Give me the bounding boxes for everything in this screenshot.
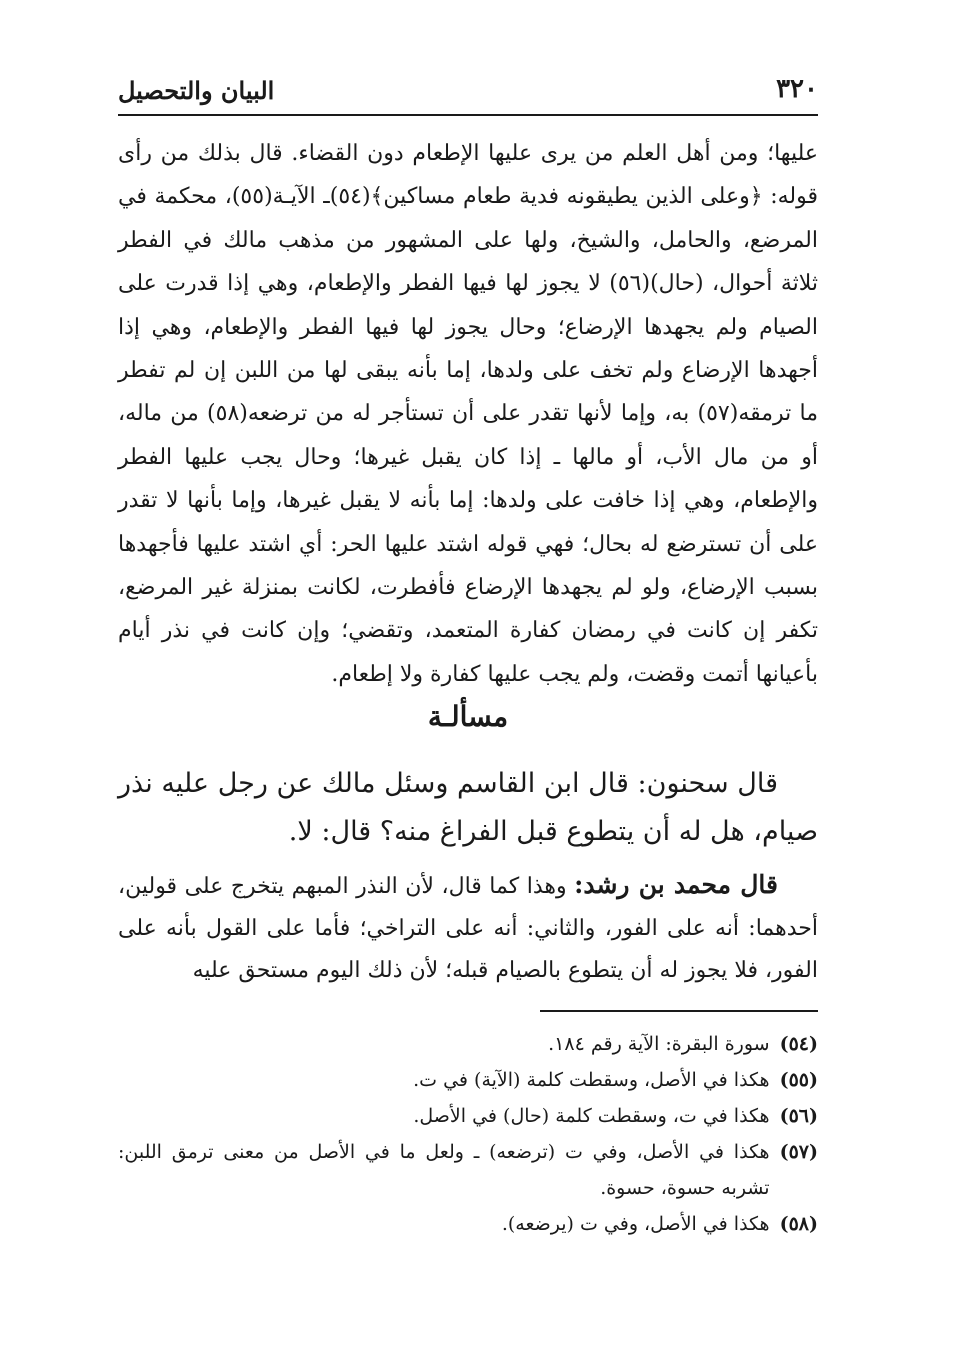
page-number: ٣٢٠ (776, 74, 818, 104)
footnote-number: (٥٨) (779, 1213, 818, 1235)
footnote (118, 1062, 818, 1098)
answer-text: وهذا كما قال، لأن النذر المبهم يتخرج على قولين، أحدهما: أنه على الفور، والثاني: أنه على التراخي؛ فأما على القول بأنه على الفور، فلا يجوز له أن يتطوع بالصيام قبله؛ لأن ذلك اليوم مستحق عليه (118, 874, 818, 983)
answer-speaker: قال محمد بن رشد: (574, 870, 778, 899)
answer-paragraph (118, 864, 818, 992)
running-title: البيان والتحصيل (118, 76, 275, 105)
main-text (118, 132, 818, 696)
footnote-text: سورة البقرة: الآية رقم ١٨٤. (548, 1033, 770, 1055)
body-paragraph: عليها؛ ومن أهل العلم من يرى عليها الإطعام دون القضاء. قال بذلك من رأى قوله: ﴿وعلى الذين يطيقونه فدية طعام مساكين﴾(٥٤)ـ الآيـة(٥٥)، محكمة في المرضع، والحامل، والشيخ، ولها على المشهور من مذهب مالك في الفطر ثلاثة أحوال، (حال)(٥٦) لا يجوز لها فيها الفطر والإطعام، وهي إذا قدرت على الصيام ولم يجهدها الإرضاع؛ وحال يجوز لها فيها الفطر والإطعام، وهي إذا أجهدها الإرضاع ولم تخف على ولدها، إما بأنه يبقى لها من اللبن إن لم تفطر ما ترمقه(٥٧) به، وإما لأنها تقدر على أن تستأجر له من ترضعه(٥٨) من ماله، أو من مال الأب، أو مالها ـ إذا كان يقبل غيرها؛ وحال يجب عليها الفطر والإطعام، وهي إذا خافت على ولدها: إما بأنه لا يقبل غيرها، وإما بأنها لا تقدر على أن تسترضع له بحال؛ فهي قوله اشتد عليها الحر: أي اشتد عليها فأجهدها بسبب الإرضاع، ولو لم يجهدها الإرضاع فأفطرت، لكانت بمنزلة غير المرضع، تكفر إن كانت في رمضان كفارة المتعمد، وتقضي؛ وإن كانت في نذر أيام بأعيانها أتمت وقضت، ولم يجب عليها كفارة ولا إطعام. (118, 141, 819, 687)
footnote (118, 1134, 818, 1206)
footnote-text: هكذا في الأصل، وفي ت (يرضعه). (501, 1213, 770, 1235)
question-block (118, 760, 818, 856)
footnote-number: (٥٧) (779, 1141, 818, 1163)
question-text: قال سحنون: قال ابن القاسم وسئل مالك عن رجل عليه نذر صيام، هل له أن يتطوع قبل الفراغ منه؟ قال: لا. (118, 768, 818, 847)
footnote-text: هكذا في ت، وسقطت كلمة (حال) في الأصل. (413, 1105, 770, 1127)
footnote-number: (٥٤) (779, 1033, 818, 1055)
footnote-number: (٥٥) (779, 1069, 818, 1091)
section-heading: مسألـة (427, 700, 509, 733)
footnotes (118, 1026, 818, 1242)
footnote (118, 1026, 818, 1062)
footnote (118, 1206, 818, 1242)
header-rule (118, 114, 818, 116)
footnote-rule (540, 1010, 818, 1012)
footnote-text: هكذا في الأصل، وفي ت (ترضعه) ـ ولعل ما في الأصل من معنى ترمق اللبن: تشربه حسوة، حسوة. (118, 1141, 770, 1199)
answer-block (118, 864, 818, 992)
footnote (118, 1098, 818, 1134)
footnote-number: (٥٦) (779, 1105, 818, 1127)
page-header (118, 74, 818, 114)
footnote-text: هكذا في الأصل، وسقطت كلمة (الآية) في ت. (413, 1069, 770, 1091)
